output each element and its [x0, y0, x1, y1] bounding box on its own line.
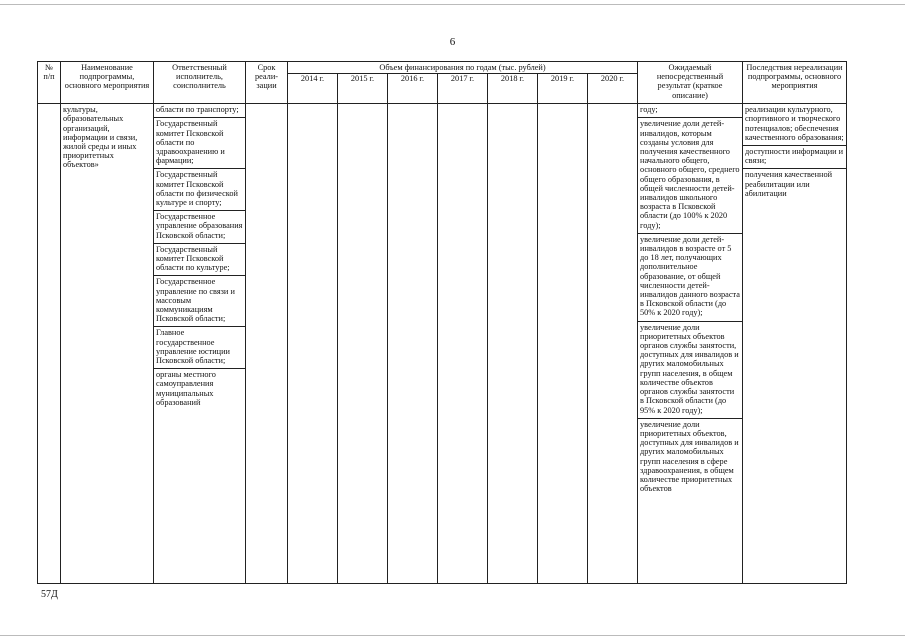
page-number: 6: [449, 36, 456, 48]
header-year: 2019 г.: [538, 74, 588, 104]
responsible-item: Государственное управление образования Псковской области;: [154, 211, 245, 244]
cell-responsible: [154, 104, 246, 584]
cell-funding-2019: [538, 104, 588, 584]
result-item: году;: [638, 104, 742, 118]
header-year: 2015 г.: [338, 74, 388, 104]
responsible-item: Государственное управление по связи и массовым коммуникациям Псковской области;: [154, 276, 245, 327]
responsible-item: области по транспорту;: [154, 104, 245, 118]
header-term: Срок реали-зации: [246, 62, 288, 104]
header-result: Ожидаемый непосредственный результат (краткое описание): [638, 62, 743, 104]
consequence-item: получения качественной реабилитации или абилитации: [745, 170, 833, 198]
responsible-item: Государственный комитет Псковской области по здравоохранению и фармации;: [154, 118, 245, 169]
responsible-item: Главное государственное управление юстиции Псковской области;: [154, 327, 245, 369]
responsible-item: Государственный комитет Псковской области по культуре;: [154, 244, 245, 277]
cell-term: [246, 104, 288, 584]
result-item: увеличение доли детей-инвалидов в возрасте от 5 до 18 лет, получающих дополнительное образование, от общей численности детей-инвалидов данного возраста в Псковской области (до 50% к 2020 году);: [638, 234, 742, 322]
cell-name: культуры, образовательных организаций, информации и связи, жилой среды и иных приоритетных объектов»: [61, 104, 154, 584]
responsible-item: Государственный комитет Псковской области по физической культуре и спорту;: [154, 169, 245, 211]
header-consequences: Последствия нереализации подпрограммы, основного мероприятия: [743, 62, 847, 104]
consequence-item: реализации культурного, спортивного и творческого потенциалов; обеспечения качественного образования;: [743, 104, 846, 146]
header-funding: Объем финансирования по годам (тыс. рублей): [288, 62, 638, 74]
scan-edge-top: [0, 4, 905, 5]
cell-funding-2018: [488, 104, 538, 584]
result-item: увеличение доли приоритетных объектов органов службы занятости, доступных для инвалидов и других маломобильных групп населения, в общем количестве объектов органов службы занятости в Псковской области (до 95% к 2020 году);: [638, 322, 742, 419]
result-item: увеличение доли детей-инвалидов, которым созданы условия для получения качественного начального общего, основного общего, среднего общего образования, в общей численности детей-инвалидов школьного возраста в Псковской области (до 100% к 2020 году);: [638, 118, 742, 233]
cell-funding-2017: [438, 104, 488, 584]
header-name: Наименование подпрограммы, основного мероприятия: [61, 62, 154, 104]
header-year: 2014 г.: [288, 74, 338, 104]
header-num: № п/п: [38, 62, 61, 104]
responsible-item: органы местного самоуправления муниципальных образований: [156, 370, 216, 407]
consequence-item: доступности информации и связи;: [743, 146, 846, 169]
header-year: 2018 г.: [488, 74, 538, 104]
header-year: 2016 г.: [388, 74, 438, 104]
cell-funding-2014: [288, 104, 338, 584]
cell-funding-2016: [388, 104, 438, 584]
cell-funding-2015: [338, 104, 388, 584]
footer-code: 57Д: [41, 589, 58, 600]
header-year: 2017 г.: [438, 74, 488, 104]
cell-consequences: [743, 104, 847, 584]
table-row: [38, 104, 847, 584]
cell-funding-2020: [588, 104, 638, 584]
result-item: увеличение доли приоритетных объектов, доступных для инвалидов и других маломобильных групп населения в сфере здравоохранения, в общем количестве приоритетных объектов: [640, 419, 739, 494]
header-responsible: Ответственный исполнитель, соисполнитель: [154, 62, 246, 104]
program-table: [37, 61, 847, 584]
scan-edge-bottom: [0, 635, 905, 636]
cell-num: [38, 104, 61, 584]
cell-result: [638, 104, 743, 584]
header-year: 2020 г.: [588, 74, 638, 104]
